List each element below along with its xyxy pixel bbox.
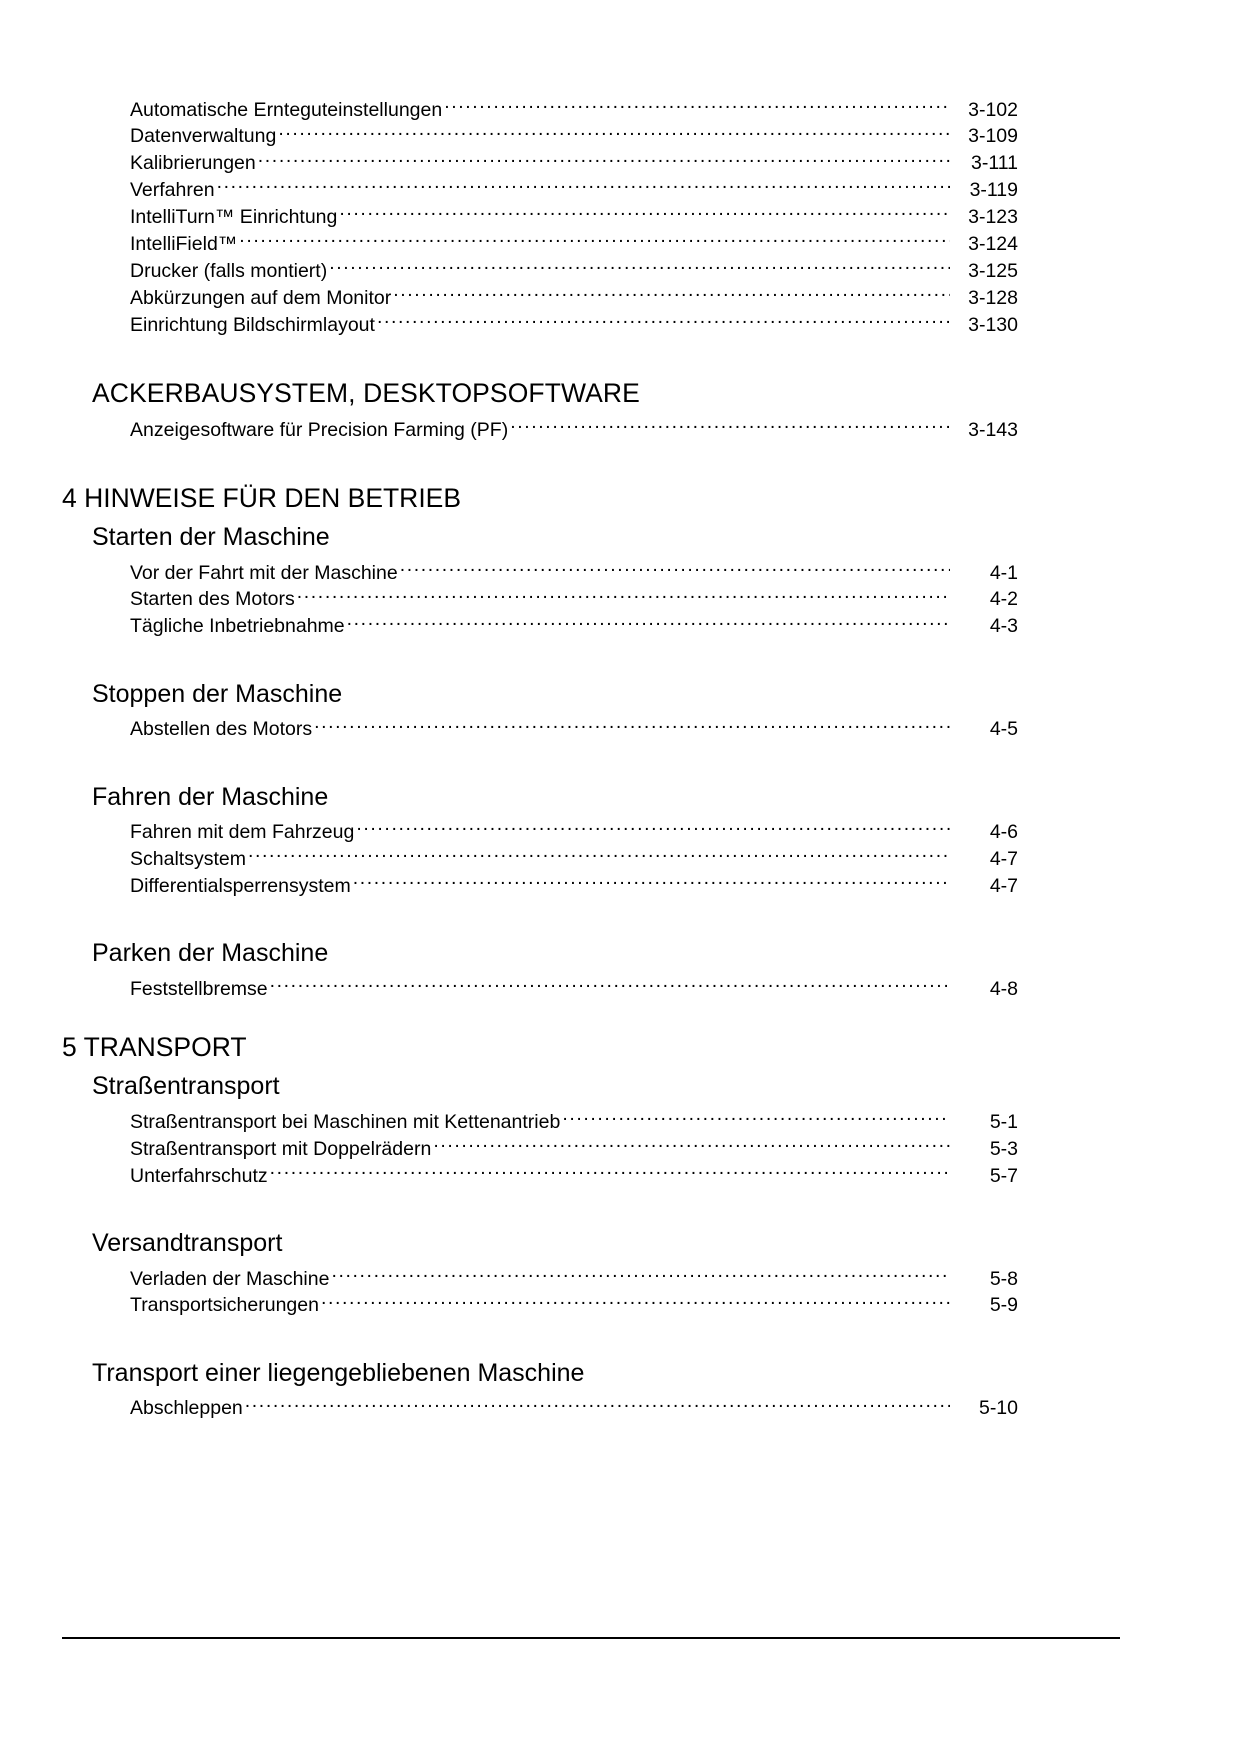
toc-chapter-title: 5 TRANSPORT (62, 1032, 247, 1063)
toc-leader (393, 284, 950, 304)
toc-page-number: 4-2 (989, 588, 1018, 611)
toc-leader (239, 231, 950, 251)
spacer (62, 1189, 1118, 1227)
toc-entry[interactable] (130, 150, 1018, 177)
toc-group-title: Fahren der Maschine (92, 782, 329, 811)
toc-content (62, 96, 1118, 1422)
toc-leader (356, 819, 950, 839)
toc-entry[interactable] (130, 846, 1018, 873)
toc-entry[interactable] (130, 257, 1018, 284)
toc-leader (245, 1395, 950, 1415)
toc-page-number: 4-5 (989, 718, 1018, 741)
toc-entry-label: Abstellen des Motors (130, 718, 313, 741)
toc-leader (217, 177, 950, 197)
toc-entry[interactable] (130, 716, 1018, 743)
toc-leader (444, 96, 950, 116)
toc-entry-label: Transportsicherungen (130, 1294, 319, 1317)
toc-page-number: 3-111 (971, 152, 1018, 175)
toc-entry-label: Fahren mit dem Fahrzeug (130, 821, 355, 844)
spacer (62, 1002, 1118, 1030)
toc-entry-group (62, 96, 1118, 338)
spacer (62, 1319, 1118, 1357)
toc-page-number: 5-10 (978, 1397, 1018, 1420)
toc-entry[interactable] (130, 204, 1018, 231)
toc-page-number: 5-7 (989, 1164, 1018, 1187)
toc-leader (377, 311, 950, 331)
toc-leader (339, 204, 950, 224)
spacer (62, 640, 1118, 678)
toc-entry[interactable] (130, 284, 1018, 311)
toc-leader (562, 1108, 950, 1128)
toc-entry-label: Straßentransport bei Maschinen mit Kettenantrieb (130, 1110, 561, 1133)
toc-group-title: Parken der Maschine (92, 939, 329, 968)
toc-entry-label: Unterfahrschutz (130, 1164, 268, 1187)
toc-entry-label: IntelliField™ (130, 233, 238, 256)
toc-group-title: Starten der Maschine (92, 523, 330, 552)
toc-leader (270, 975, 950, 995)
toc-group-title: Stoppen der Maschine (92, 679, 343, 708)
toc-entry-label: Kalibrierungen (130, 152, 256, 175)
toc-leader (331, 1265, 950, 1285)
toc-entry-label: Schaltsystem (130, 848, 246, 871)
toc-group-title: Transport einer liegengebliebenen Maschine (92, 1358, 585, 1387)
toc-entry[interactable] (130, 613, 1018, 640)
toc-page-number: 4-3 (989, 615, 1018, 638)
toc-leader (321, 1292, 950, 1312)
spacer (62, 338, 1118, 376)
toc-entry-label: Automatische Ernteguteinstellungen (130, 98, 443, 121)
toc-page-number: 5-3 (989, 1137, 1018, 1160)
toc-entry-label: Drucker (falls montiert) (130, 259, 328, 282)
toc-page-number: 3-102 (968, 98, 1018, 121)
toc-leader (510, 416, 950, 436)
toc-entry-label: Starten des Motors (130, 588, 295, 611)
toc-section-title: ACKERBAUSYSTEM, DESKTOPSOFTWARE (92, 378, 640, 409)
toc-page-number: 3-125 (968, 259, 1018, 282)
toc-page-number: 4-7 (989, 875, 1018, 897)
toc-entry[interactable] (130, 1292, 1018, 1319)
toc-entry[interactable] (130, 873, 1018, 900)
toc-page-number: 5-8 (989, 1267, 1018, 1290)
toc-entry[interactable] (130, 586, 1018, 613)
toc-leader (400, 559, 950, 579)
toc-entry[interactable] (130, 1135, 1018, 1162)
toc-chapter-title: 4 HINWEISE FÜR DEN BETRIEB (62, 483, 462, 514)
toc-entry-label: Abkürzungen auf dem Monitor (130, 286, 392, 309)
toc-leader (347, 613, 950, 633)
toc-group-title: Straßentransport (92, 1072, 280, 1101)
toc-entry[interactable] (130, 231, 1018, 258)
toc-page-number: 3-109 (968, 125, 1018, 148)
toc-leader (248, 846, 950, 866)
toc-entry[interactable] (130, 1162, 1018, 1189)
toc-entry-label: Straßentransport mit Doppelrädern (130, 1137, 432, 1160)
toc-entry-label: IntelliTurn™ Einrichtung (130, 206, 338, 229)
spacer (62, 743, 1118, 781)
toc-entry[interactable] (130, 559, 1018, 586)
toc-entry-label: Datenverwaltung (130, 125, 277, 148)
toc-entry-label: Verfahren (130, 179, 215, 202)
spacer (62, 443, 1118, 481)
toc-entry[interactable] (130, 311, 1018, 338)
toc-entry-label: Tägliche Inbetriebnahme (130, 615, 345, 638)
toc-entry-label: Abschleppen (130, 1397, 243, 1420)
toc-leader (278, 123, 950, 143)
spacer (62, 899, 1118, 937)
toc-page-number: 4-6 (989, 821, 1018, 844)
toc-page-number: 3-143 (968, 418, 1018, 441)
toc-entry[interactable] (130, 96, 1018, 123)
toc-entry-label: Anzeigesoftware für Precision Farming (PF) (130, 418, 509, 441)
toc-leader (433, 1135, 950, 1155)
toc-page-number: 3-130 (968, 313, 1018, 336)
toc-page-number: 5-9 (989, 1294, 1018, 1317)
toc-leader (297, 586, 950, 606)
toc-entry[interactable] (130, 819, 1018, 846)
toc-page-number: 3-123 (968, 206, 1018, 229)
toc-entry[interactable] (130, 416, 1018, 443)
toc-entry-label: Differentialsperrensystem (130, 875, 351, 897)
toc-page-number: 4-8 (989, 977, 1018, 1000)
toc-page-number: 3-128 (968, 286, 1018, 309)
toc-entry[interactable] (130, 123, 1018, 150)
toc-page-number: 4-1 (989, 561, 1018, 584)
toc-entry[interactable] (130, 1395, 1018, 1422)
toc-entry-label: Einrichtung Bildschirmlayout (130, 313, 375, 336)
toc-entry-label: Vor der Fahrt mit der Maschine (130, 561, 398, 584)
toc-leader (270, 1162, 950, 1182)
toc-page-number: 4-7 (989, 848, 1018, 871)
toc-leader (329, 257, 950, 277)
toc-group-title: Versandtransport (92, 1229, 283, 1258)
footer-divider (62, 1637, 1120, 1639)
toc-entry-label: Verladen der Maschine (130, 1267, 330, 1290)
toc-page-number: 3-119 (969, 179, 1018, 202)
toc-entry-label: Feststellbremse (130, 977, 268, 1000)
toc-page-number: 5-1 (989, 1110, 1018, 1133)
toc-entry[interactable] (130, 975, 1018, 1002)
toc-entry[interactable] (130, 177, 1018, 204)
toc-page-number: 3-124 (968, 233, 1018, 256)
toc-leader (353, 873, 950, 893)
toc-entry[interactable] (130, 1265, 1018, 1292)
toc-entry[interactable] (130, 1108, 1018, 1135)
toc-leader (314, 716, 950, 736)
toc-leader (258, 150, 950, 170)
